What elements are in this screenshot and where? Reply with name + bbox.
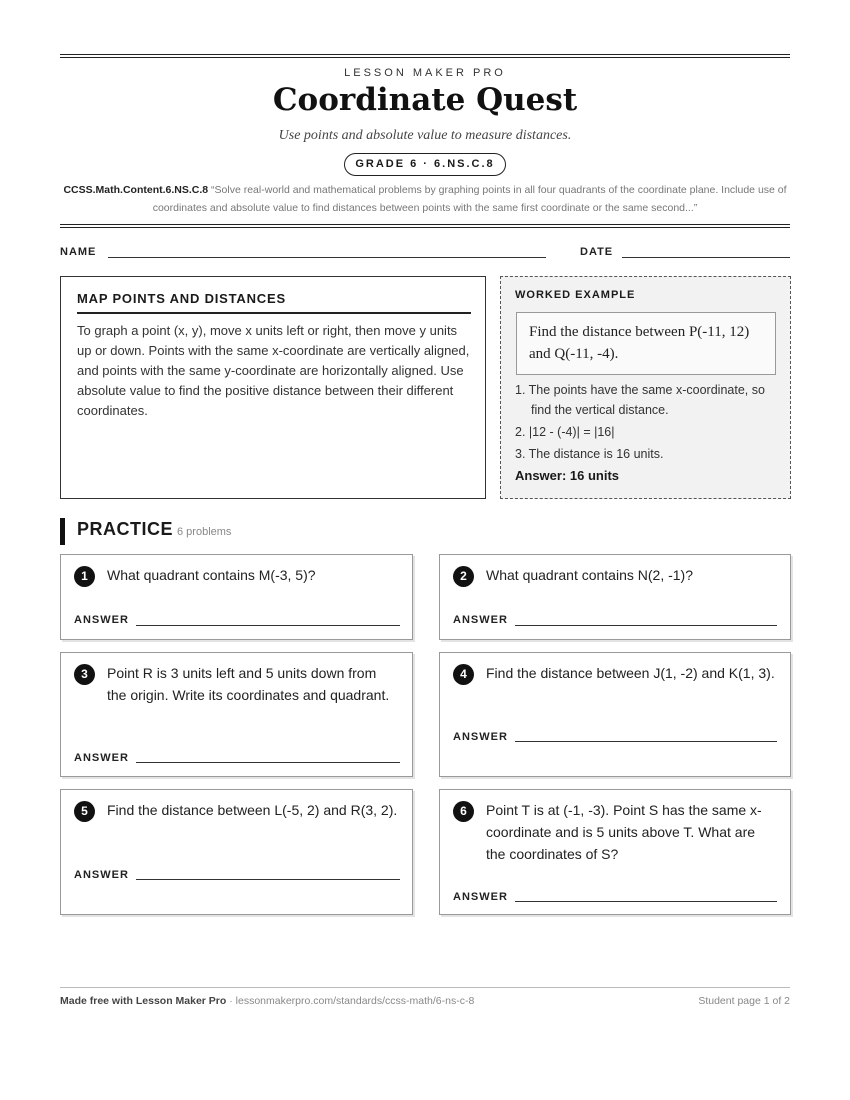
date-field[interactable]: [622, 257, 790, 258]
problem-card-5: [60, 789, 413, 915]
problem-number: 2: [453, 566, 474, 587]
header-bottom-rule: [60, 224, 790, 228]
answer-field[interactable]: [136, 879, 400, 880]
concept-text: To graph a point (x, y), move x units left or right, then move y units up or down. Points with the same x-coordinate are vertically aligned, and points with the same y-coordinate are horizontally aligned. Use absolute value to find the positive distance between their different coordinates.: [77, 323, 470, 418]
page-title: Coordinate Quest: [272, 82, 578, 118]
worked-step: 1. The points have the same x-coordinate, so find the vertical distance.: [515, 383, 765, 417]
problem-card-4: [439, 652, 791, 777]
concept-heading: MAP POINTS AND DISTANCES: [77, 291, 471, 314]
brand-name: LESSON MAKER PRO: [344, 67, 506, 79]
problem-question: Find the distance between J(1, -2) and K(1, 3).: [486, 665, 775, 681]
problem-question: What quadrant contains N(2, -1)?: [486, 567, 693, 583]
problem-number: 4: [453, 664, 474, 685]
answer-label: ANSWER: [453, 614, 508, 626]
footer-credit: [60, 995, 474, 1007]
footer-rule: [60, 987, 790, 988]
answer-field[interactable]: [515, 625, 777, 626]
problem-card-2: [439, 554, 791, 640]
standard-description: [60, 181, 790, 217]
worked-example-answer: Answer: 16 units: [515, 468, 620, 483]
answer-label: ANSWER: [74, 614, 129, 626]
answer-field[interactable]: [515, 901, 777, 902]
name-label: NAME: [60, 246, 97, 258]
worked-example-heading: WORKED EXAMPLE: [515, 289, 636, 301]
answer-field[interactable]: [136, 625, 400, 626]
problem-card-3: [60, 652, 413, 777]
problem-number: 6: [453, 801, 474, 822]
standard-code: CCSS.Math.Content.6.NS.C.8: [63, 184, 209, 196]
top-rule: [60, 54, 790, 58]
worked-example-box: [500, 276, 791, 499]
practice-heading: PRACTICE: [77, 519, 174, 539]
grade-badge: GRADE 6 · 6.NS.C.8: [344, 153, 506, 176]
worked-example-problem: Find the distance between P(-11, 12) and Q(-11, -4).: [516, 312, 776, 375]
practice-count: 6 problems: [177, 526, 232, 538]
problem-question: Point T is at (-1, -3). Point S has the same x-coordinate and is 5 units above T. What are the coordinates of S?: [486, 802, 762, 862]
worked-example-steps: [515, 380, 785, 466]
footer-made-with: Made free with Lesson Maker Pro: [60, 995, 227, 1007]
problem-question: What quadrant contains M(-3, 5)?: [107, 567, 316, 583]
concept-box: [60, 276, 486, 499]
problem-number: 3: [74, 664, 95, 685]
worked-step: 2. |12 - (-4)| = |16|: [515, 425, 615, 439]
problem-card-1: [60, 554, 413, 640]
problem-question: Find the distance between L(-5, 2) and R(3, 2).: [107, 802, 398, 818]
answer-field[interactable]: [136, 762, 400, 763]
problem-number: 1: [74, 566, 95, 587]
problem-card-6: [439, 789, 791, 915]
standard-text: “Solve real-world and mathematical problems by graphing points in all four quadrants of the coordinate plane. Include use of coordinates and absolute value to find distances between points with the same first coordinate or the same second...”: [152, 184, 787, 214]
footer-url: · lessonmakerpro.com/standards/ccss-math/6-ns-c-8: [226, 995, 475, 1007]
answer-field[interactable]: [515, 741, 777, 742]
practice-accent-bar: [60, 518, 65, 545]
name-field[interactable]: [108, 257, 546, 258]
worked-step: 3. The distance is 16 units.: [515, 447, 664, 461]
answer-label: ANSWER: [453, 891, 508, 903]
problem-question: Point R is 3 units left and 5 units down from the origin. Write its coordinates and quadrant.: [107, 665, 390, 703]
answer-label: ANSWER: [74, 752, 129, 764]
answer-label: ANSWER: [453, 731, 508, 743]
answer-label: ANSWER: [74, 869, 129, 881]
page-subtitle: Use points and absolute value to measure distances.: [278, 128, 572, 143]
problem-number: 5: [74, 801, 95, 822]
date-label: DATE: [580, 246, 614, 258]
footer-page-number: Student page 1 of 2: [698, 995, 790, 1007]
